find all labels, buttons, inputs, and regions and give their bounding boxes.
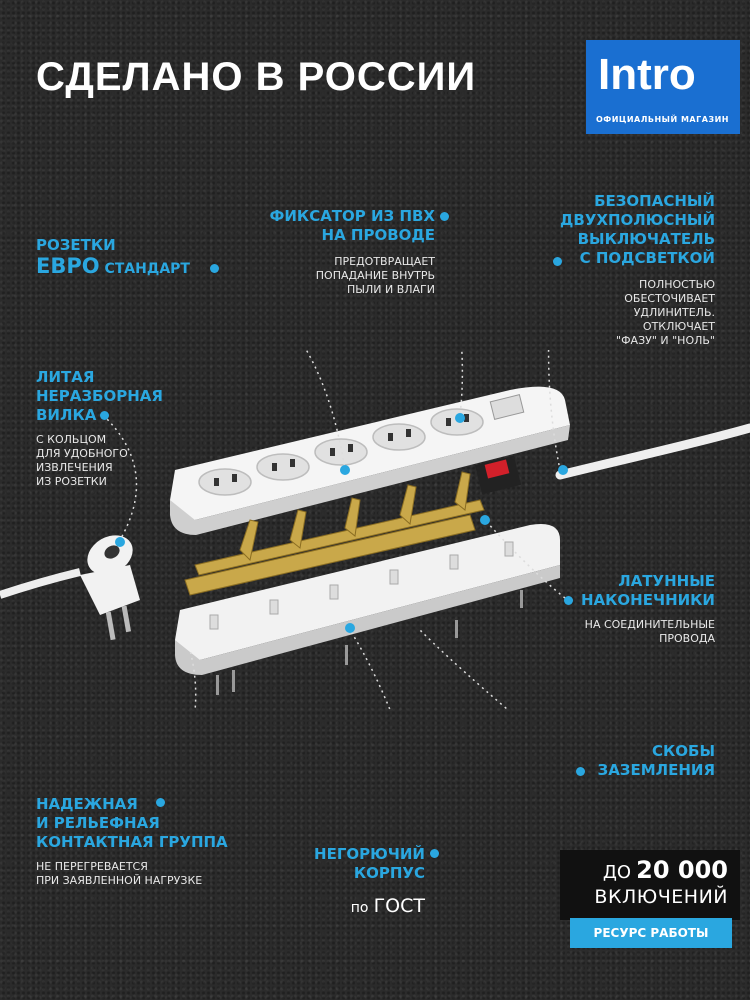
contacts-desc-2: ПРИ ЗАЯВЛЕННОЙ НАГРУЗКЕ bbox=[36, 874, 203, 887]
plug-title-1: ЛИТАЯ bbox=[36, 368, 95, 386]
ground-title-2: ЗАЗЕМЛЕНИЯ bbox=[597, 761, 715, 779]
brass-dot bbox=[564, 596, 573, 605]
callout-fixator bbox=[250, 207, 435, 297]
fixator-desc-1: ПРЕДОТВРАЩАЕТ bbox=[334, 255, 435, 268]
callout-contacts bbox=[36, 795, 228, 888]
body-title-2: КОРПУС bbox=[353, 864, 425, 882]
brass-title-2: НАКОНЕЧНИКИ bbox=[580, 591, 715, 609]
brass-desc-2: ПРОВОДА bbox=[659, 632, 715, 645]
switch-desc-4: ОТКЛЮЧАЕТ bbox=[642, 320, 715, 333]
brand-subtitle: ОФИЦИАЛЬНЫЙ МАГАЗИН bbox=[596, 115, 729, 124]
switch-desc-1: ПОЛНОСТЬЮ bbox=[639, 278, 715, 291]
sockets-rest: СТАНДАРТ bbox=[99, 261, 190, 277]
plug-desc-3: ИЗВЛЕЧЕНИЯ bbox=[36, 461, 113, 474]
switch-desc-3: УДЛИНИТЕЛЬ. bbox=[633, 306, 715, 319]
fixator-desc-3: ПЫЛИ И ВЛАГИ bbox=[347, 283, 435, 296]
switch-title-2: ДВУХПОЛЮСНЫЙ bbox=[560, 211, 715, 229]
callout-switch bbox=[540, 192, 715, 348]
callout-body bbox=[300, 845, 425, 917]
sockets-big: ЕВРО bbox=[36, 254, 100, 278]
resource-count bbox=[560, 850, 740, 920]
sockets-dot bbox=[210, 264, 219, 273]
page-title: СДЕЛАНО В РОССИИ bbox=[36, 55, 477, 99]
cable-right bbox=[560, 428, 750, 475]
switch-desc-5: "ФАЗУ" И "НОЛЬ" bbox=[616, 334, 715, 347]
sockets-line1: РОЗЕТКИ bbox=[36, 236, 116, 254]
brand-name: Intro bbox=[598, 50, 696, 99]
fixator-title-2: НА ПРОВОДЕ bbox=[321, 226, 435, 244]
plug-title-2: НЕРАЗБОРНАЯ bbox=[36, 387, 163, 405]
cable-left bbox=[0, 572, 80, 595]
gost-big: ГОСТ bbox=[373, 895, 425, 917]
body-dot bbox=[430, 849, 439, 858]
resource-prefix: ДО bbox=[602, 862, 632, 883]
ground-dot bbox=[576, 767, 585, 776]
resource-label: РЕСУРС РАБОТЫ bbox=[570, 918, 732, 948]
plug-desc-1: С КОЛЬЦОМ bbox=[36, 433, 107, 446]
brand-logo[interactable] bbox=[586, 40, 740, 134]
contacts-desc-1: НЕ ПЕРЕГРЕВАЕТСЯ bbox=[36, 860, 148, 873]
switch-title-4: С ПОДСВЕТКОЙ bbox=[579, 249, 715, 267]
plug-title-3: ВИЛКА bbox=[36, 406, 97, 424]
fixator-dot bbox=[440, 212, 449, 221]
ground-title-1: СКОБЫ bbox=[652, 742, 715, 760]
fixator-title-1: ФИКСАТОР ИЗ ПВХ bbox=[269, 207, 435, 225]
contacts-title-1: НАДЕЖНАЯ bbox=[36, 795, 138, 813]
plug-desc-4: ИЗ РОЗЕТКИ bbox=[36, 475, 107, 488]
switch-dot bbox=[553, 257, 562, 266]
callout-plug bbox=[36, 368, 163, 489]
callout-sockets bbox=[36, 236, 190, 278]
contacts-dot bbox=[156, 798, 165, 807]
resource-unit: ВКЛЮЧЕНИЙ bbox=[594, 886, 728, 908]
gost-small: по bbox=[350, 900, 369, 916]
body-title-1: НЕГОРЮЧИЙ bbox=[314, 845, 425, 863]
resource-number: 20 000 bbox=[636, 856, 728, 884]
switch-title-3: ВЫКЛЮЧАТЕЛЬ bbox=[577, 230, 715, 248]
brass-title-1: ЛАТУННЫЕ bbox=[618, 572, 715, 590]
callout-ground bbox=[580, 742, 715, 780]
fixator-desc-2: ПОПАДАНИЕ ВНУТРЬ bbox=[315, 269, 435, 282]
callout-brass bbox=[560, 572, 715, 646]
plug-dot bbox=[100, 411, 109, 420]
brass-desc-1: НА СОЕДИНИТЕЛЬНЫЕ bbox=[584, 618, 715, 631]
plug-icon bbox=[80, 527, 140, 640]
plug-desc-2: ДЛЯ УДОБНОГО bbox=[36, 447, 128, 460]
contacts-title-2: И РЕЛЬЕФНАЯ bbox=[36, 814, 160, 832]
switch-title-1: БЕЗОПАСНЫЙ bbox=[594, 192, 715, 210]
switch-desc-2: ОБЕСТОЧИВАЕТ bbox=[624, 292, 715, 305]
contacts-title-3: КОНТАКТНАЯ ГРУППА bbox=[36, 833, 228, 851]
